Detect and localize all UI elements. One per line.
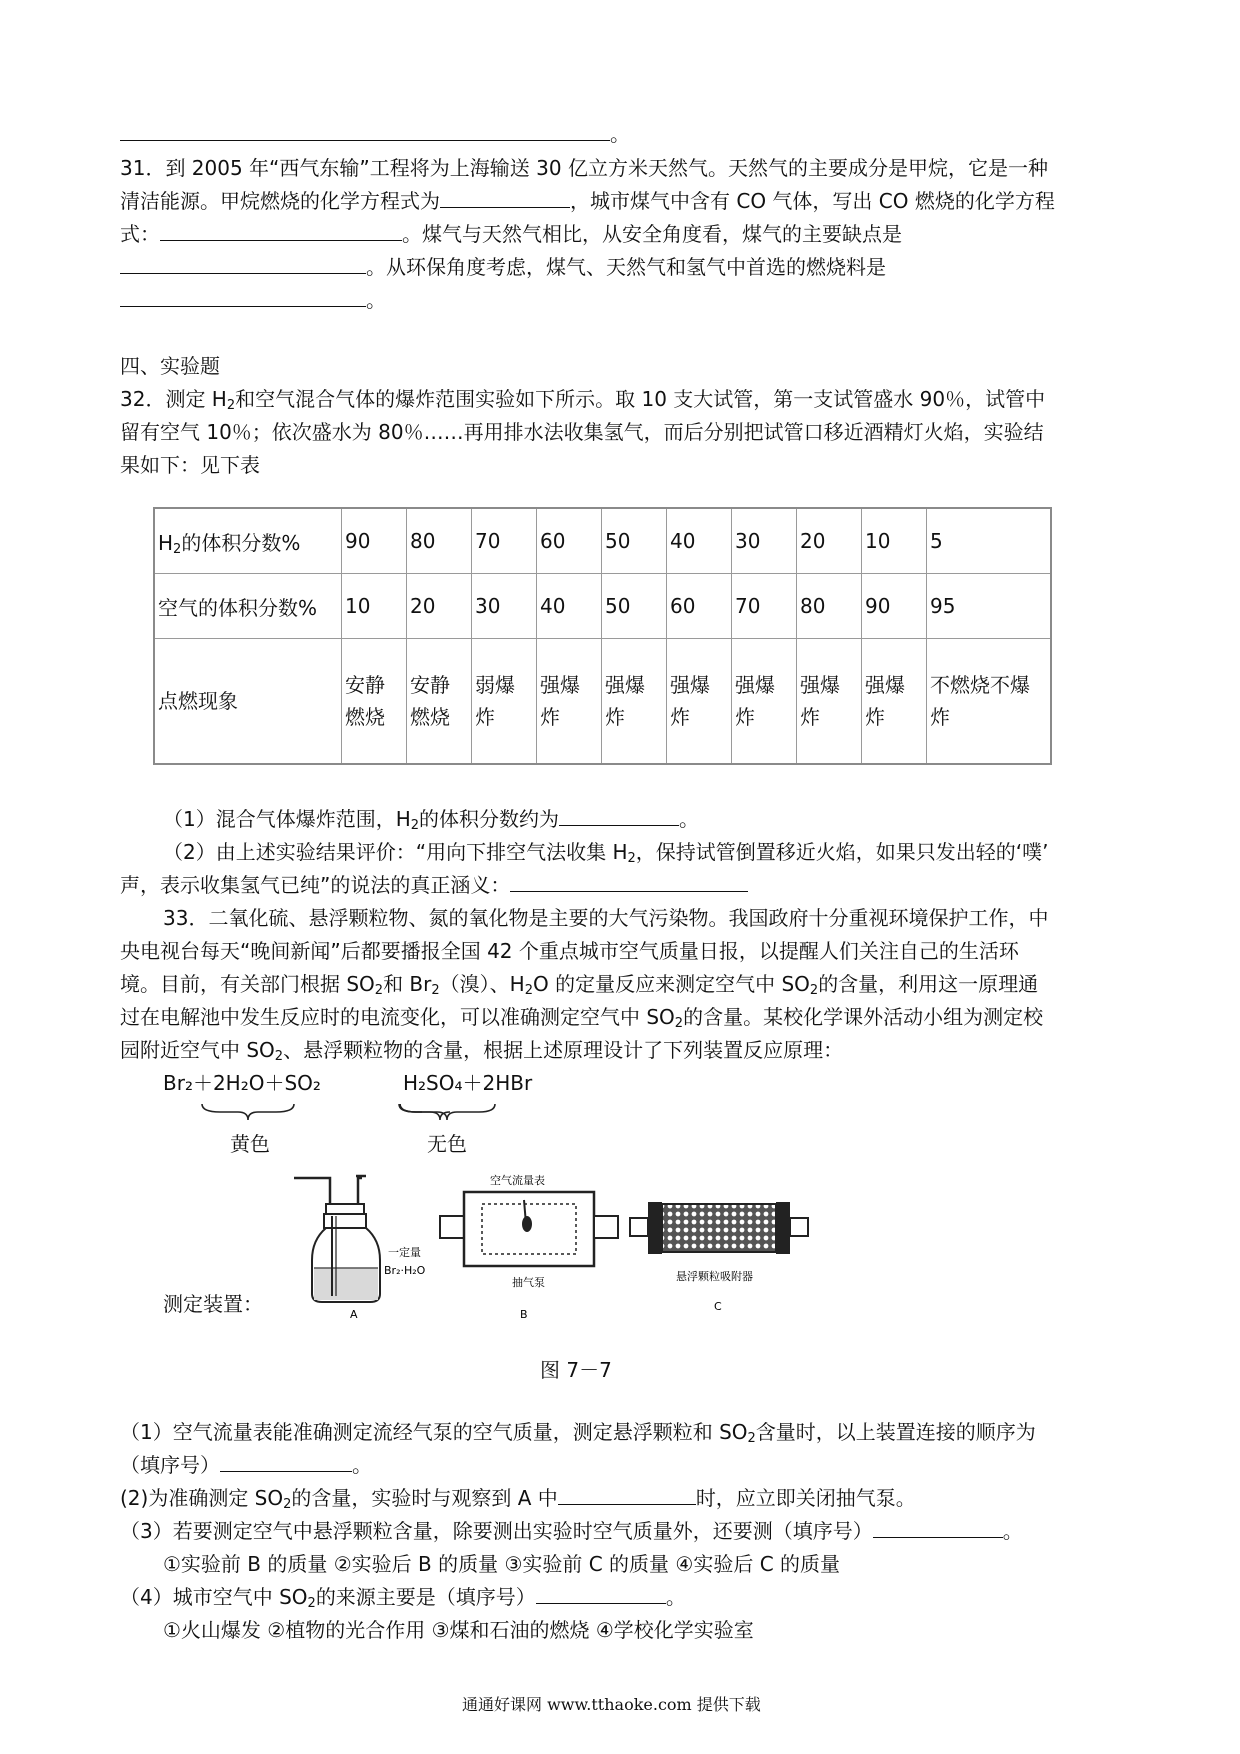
answer-blank-methane-equation[interactable] — [440, 185, 570, 208]
row-header: 点燃现象 — [154, 639, 342, 765]
q32-line-3: 果如下：见下表 — [120, 453, 260, 477]
q33-sub1-line1: （1）空气流量表能准确测定流经气泵的空气质量，测定悬浮颗粒和 $SO_2$含量时，以上装置连接的顺序为 — [120, 1420, 1036, 1446]
letter-c: C — [714, 1300, 722, 1313]
table-cell: 90 — [342, 508, 407, 574]
q31-line-4: 。从环保角度考虑，煤气、天然气和氢气中首选的燃烧料是 — [120, 251, 886, 283]
table-cell: 强爆炸 — [602, 639, 667, 765]
q31-line-2: 清洁能源。甲烷燃烧的化学方程式为 ，城市煤气中含有 CO 气体，写出 CO 燃烧的化学方程 — [120, 185, 1055, 217]
answer-blank-meaning[interactable] — [510, 869, 748, 892]
q33-sub3-options: ①实验前 B 的质量 ②实验后 B 的质量 ③实验前 C 的质量 ④实验后 C 的质量 — [163, 1552, 841, 1576]
q32-sub2-line1: （2）由上述实验结果评价：“用向下排空气法收集 $H_2$，保持试管倒置移近火焰，如果只发出轻的‘噗’ — [163, 840, 1049, 866]
table-cell: 60 — [537, 508, 602, 574]
figure-caption: 图 7－7 — [540, 1358, 612, 1382]
table-row — [154, 508, 1051, 574]
explosion-data-table — [153, 507, 1052, 765]
underbrace-right — [395, 1100, 505, 1124]
section-heading: 四、实验题 — [120, 354, 220, 378]
label-yellow: 黄色 — [230, 1132, 270, 1156]
table-cell: 10 — [862, 508, 927, 574]
table-cell: 80 — [407, 508, 472, 574]
answer-blank-observation[interactable] — [558, 1482, 696, 1505]
table-cell: 80 — [797, 574, 862, 639]
bottle-reagent: Br₂·H₂O — [384, 1264, 426, 1277]
q31-line-1: 31．到 2005 年“西气东输”工程将为上海输送 30 亿立方米天然气。天然气的主要成分是甲烷，它是一种 — [120, 156, 1048, 180]
table-cell: 安静燃烧 — [407, 639, 472, 765]
table-cell: 50 — [602, 574, 667, 639]
table-cell: 95 — [927, 574, 1052, 639]
table-cell: 30 — [472, 574, 537, 639]
table-cell: 强爆炸 — [537, 639, 602, 765]
answer-blank[interactable] — [120, 118, 610, 141]
q31-line-5: 。 — [120, 284, 386, 316]
letter-a: A — [350, 1308, 358, 1320]
flowmeter-label: 空气流量表 — [490, 1174, 545, 1187]
label-colorless: 无色 — [427, 1132, 467, 1156]
table-row — [154, 639, 1051, 765]
q33-sub3: （3）若要测定空气中悬浮颗粒含量，除要测出实验时空气质量外，还要测（填序号） 。 — [120, 1515, 1023, 1547]
equation-right: H₂SO₄＋2HBr — [403, 1071, 533, 1095]
equation-left: Br₂＋2H₂O＋SO₂ — [163, 1071, 321, 1095]
q33-sub4: （4）城市空气中 $SO_2$的来源主要是（填序号） 。 — [120, 1581, 686, 1613]
table-cell: 30 — [732, 508, 797, 574]
q32-sub1: （1）混合气体爆炸范围，$H_2$的体积分数约为 。 — [163, 803, 699, 835]
table-cell: 40 — [537, 574, 602, 639]
q32-line-2: 留有空气 10％；依次盛水为 80％……再用排水法收集氢气，而后分别把试管口移近酒精灯火焰，实验结 — [120, 420, 1044, 444]
answer-blank-connection-order[interactable] — [220, 1449, 352, 1472]
answer-blank-co-equation[interactable] — [160, 218, 402, 241]
table-cell: 5 — [927, 508, 1052, 574]
q32-sub2-line2: 声，表示收集氢气已纯”的说法的真正涵义： — [120, 869, 748, 901]
row-header: 空气的体积分数% — [154, 574, 342, 639]
table-cell: 20 — [797, 508, 862, 574]
pump-label: 抽气泵 — [512, 1276, 545, 1289]
answer-line-prev: 。 — [120, 118, 630, 150]
air-pump — [440, 1192, 618, 1266]
table-cell: 强爆炸 — [667, 639, 732, 765]
bottle-label: 一定量 — [388, 1246, 421, 1259]
q33-sub2: (2)为准确测定 $SO_2$的含量，实验时与观察到 A 中 时，应立即关闭抽气泵。 — [120, 1482, 916, 1514]
table-cell: 70 — [472, 508, 537, 574]
answer-blank-preferred-fuel[interactable] — [120, 284, 366, 307]
table-cell: 弱爆炸 — [472, 639, 537, 765]
q33-line-1: 33．二氧化硫、悬浮颗粒物、氮的氧化物是主要的大气污染物。我国政府十分重视环境保护工作，中 — [163, 906, 1049, 930]
q33-sub4-options: ①火山爆发 ②植物的光合作用 ③煤和石油的燃烧 ④学校化学实验室 — [163, 1618, 754, 1642]
table-cell: 10 — [342, 574, 407, 639]
table-cell: 安静燃烧 — [342, 639, 407, 765]
particle-adsorber — [630, 1202, 808, 1254]
table-cell: 50 — [602, 508, 667, 574]
table-cell: 60 — [667, 574, 732, 639]
table-row — [154, 574, 1051, 639]
q33-line-5: 园附近空气中 $SO_2$、悬浮颗粒物的含量，根据上述原理设计了下列装置反应原理： — [120, 1038, 844, 1064]
answer-blank-so2-source[interactable] — [536, 1581, 666, 1604]
q32-line-1: 32．测定 $H_2$和空气混合气体的爆炸范围实验如下所示。取 10 支大试管，第一支试管盛水 90％，试管中 — [120, 387, 1046, 413]
q31-line-3: 式： 。煤气与天然气相比，从安全角度看，煤气的主要缺点是 — [120, 218, 902, 250]
table-cell: 不燃烧不爆炸 — [927, 639, 1052, 765]
letter-b: B — [520, 1308, 528, 1320]
answer-blank-gas-drawback[interactable] — [120, 251, 366, 274]
q33-sub1-line2: （填序号） 。 — [120, 1449, 372, 1481]
q33-line-3: 境。目前，有关部门根据 $SO_2$和 $Br_2$（溴）、$H_2O$ 的定量反应来测定空气中 $SO_2$的含量，利用这一原理通 — [120, 972, 1039, 998]
table-cell: 强爆炸 — [797, 639, 862, 765]
table-cell: 20 — [407, 574, 472, 639]
adsorber-label: 悬浮颗粒吸附器 — [676, 1270, 753, 1283]
q33-line-4: 过在电解池中发生反应时的电流变化，可以准确测定空气中 $SO_2$的含量。某校化学课外活动小组为测定校 — [120, 1005, 1044, 1031]
table-cell: 强爆炸 — [862, 639, 927, 765]
table-cell: 90 — [862, 574, 927, 639]
q33-line-2: 央电视台每天“晚间新闻”后都要播报全国 42 个重点城市空气质量日报，以提醒人们关注自己的生活环 — [120, 939, 1019, 963]
row-header: $H_2$的体积分数% — [154, 508, 342, 574]
answer-blank-measurements[interactable] — [873, 1515, 1003, 1538]
table-cell: 40 — [667, 508, 732, 574]
table-cell: 强爆炸 — [732, 639, 797, 765]
answer-blank-explosion-range[interactable] — [559, 803, 679, 826]
setup-label: 测定装置： — [163, 1292, 263, 1316]
table-cell: 70 — [732, 574, 797, 639]
gas-washing-bottle — [294, 1176, 380, 1302]
apparatus-figure — [290, 1170, 890, 1320]
footer-source: 通通好课网 www.tthaoke.com 提供下载 — [462, 1695, 761, 1714]
